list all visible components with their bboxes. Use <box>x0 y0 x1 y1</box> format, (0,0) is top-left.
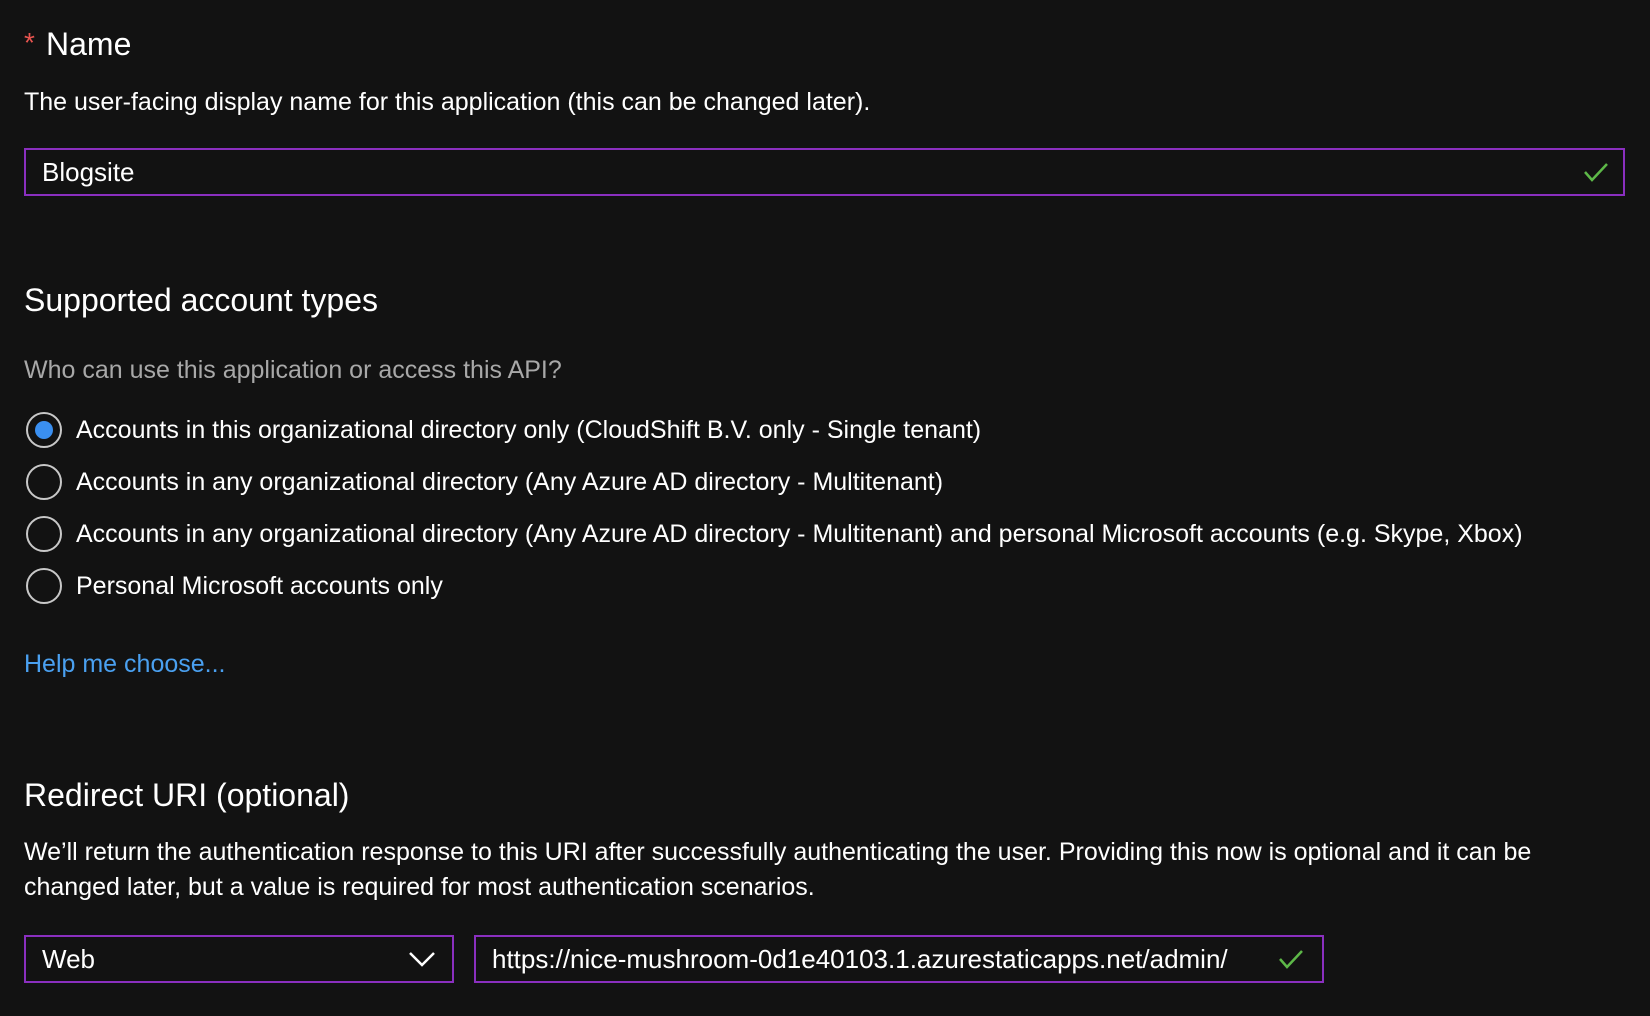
checkmark-icon <box>1583 161 1609 183</box>
platform-select[interactable] <box>24 935 454 983</box>
account-type-option-personal-only[interactable] <box>24 560 1523 612</box>
account-type-option-multitenant-personal[interactable] <box>24 508 1523 560</box>
name-input[interactable] <box>24 148 1625 196</box>
chevron-down-icon <box>408 950 436 968</box>
account-types-prompt: Who can use this application or access this API? <box>24 356 562 384</box>
name-input-value: Blogsite <box>42 156 135 187</box>
name-heading: Name <box>46 26 132 62</box>
redirect-uri-heading: Redirect URI (optional) <box>24 777 350 813</box>
checkmark-icon <box>1278 948 1304 970</box>
account-type-option-single-tenant[interactable] <box>24 404 1523 456</box>
radio-label: Personal Microsoft accounts only <box>76 572 443 600</box>
platform-select-value: Web <box>42 943 95 974</box>
radio-button[interactable] <box>26 568 62 604</box>
account-types-heading: Supported account types <box>24 282 379 318</box>
account-type-option-multitenant[interactable] <box>24 456 1523 508</box>
help-me-choose-link[interactable]: Help me choose... <box>24 650 226 678</box>
radio-button-selected[interactable] <box>26 412 62 448</box>
account-type-radio-group <box>24 404 1523 612</box>
radio-button[interactable] <box>26 464 62 500</box>
radio-label: Accounts in any organizational directory (Any Azure AD directory - Multitenant) and personal Microsoft accounts (e.g. Skype, Xbox) <box>76 520 1523 548</box>
redirect-uri-input[interactable] <box>474 935 1324 983</box>
radio-label: Accounts in this organizational directory only (CloudShift B.V. only - Single tenant) <box>76 416 982 444</box>
radio-selected-dot <box>35 421 53 439</box>
redirect-uri-description: We’ll return the authentication response to this URI after successfully authenticating the user. Providing this now is optional and it can be changed later, but a value is required for most authentication scenarios. <box>24 838 1532 901</box>
required-marker: * <box>24 27 35 58</box>
radio-label: Accounts in any organizational directory (Any Azure AD directory - Multitenant) <box>76 468 944 496</box>
name-description: The user-facing display name for this application (this can be changed later). <box>24 88 871 116</box>
redirect-uri-value: https://nice-mushroom-0d1e40103.1.azurestaticapps.net/admin/ <box>492 943 1228 974</box>
radio-button[interactable] <box>26 516 62 552</box>
